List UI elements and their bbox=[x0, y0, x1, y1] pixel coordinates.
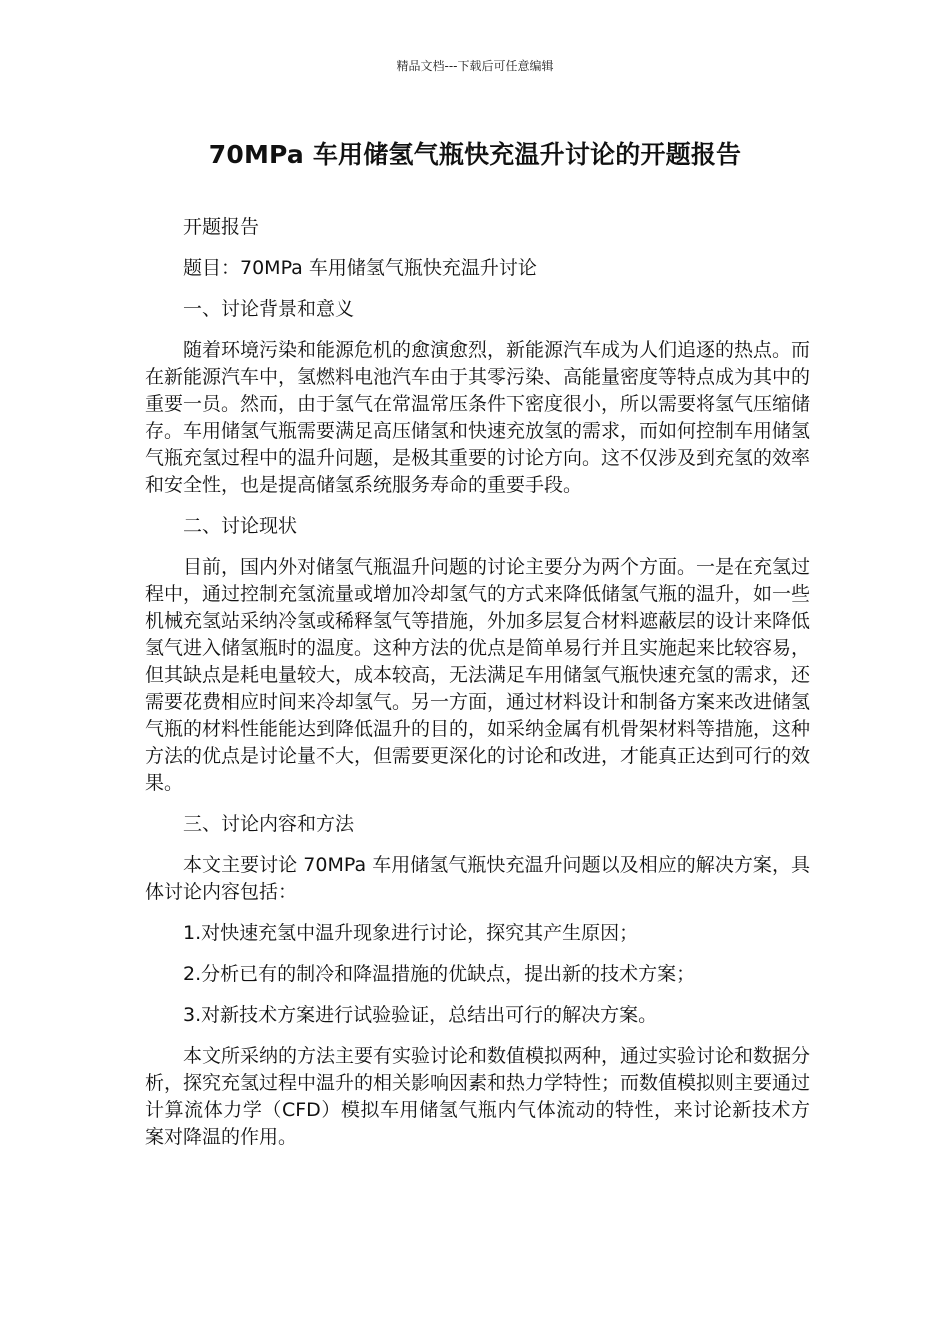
paragraph-status: 目前，国内外对储氢气瓶温升问题的讨论主要分为两个方面。一是在充氢过程中，通过控制充氢流量或增加冷却氢气的方式来降低储氢气瓶的温升，如一些机械充氢站采纳冷氢或稀释氢气等措施，外加多层复合材料遮蔽层的设计来降低氢气进入储氢瓶时的温度。这种方法的优点是简单易行并且实施起来比较容易，但其缺点是耗电量较大，成本较高，无法满足车用储氢气瓶快速充氢的需求，还需要花费相应时间来冷却氢气。另一方面，通过材料设计和制备方案来改进储氢气瓶的材料性能能达到降低温升的目的，如采纳金属有机骨架材料等措施，这种方法的优点是讨论量不大，但需要更深化的讨论和改进，才能真正达到可行的效果。 bbox=[145, 556, 811, 794]
paragraph-methods: 本文所采纳的方法主要有实验讨论和数值模拟两种，通过实验讨论和数据分析，探究充氢过程中温升的相关影响因素和热力学特性；而数值模拟则主要通过计算流体力学（CFD）模拟车用储氢气瓶内气体流动的特性，来讨论新技术方案对降温的作用。 bbox=[145, 1045, 811, 1148]
paragraph-content-intro: 本文主要讨论 70MPa 车用储氢气瓶快充温升问题以及相应的解决方案，具体讨论内容包括： bbox=[145, 854, 810, 903]
document-title: 70MPa 车用储氢气瓶快充温升讨论的开题报告 bbox=[208, 140, 742, 169]
list-item-1: 1.对快速充氢中温升现象进行讨论，探究其产生原因； bbox=[183, 922, 639, 944]
heading-proposal: 开题报告 bbox=[183, 216, 260, 238]
section-heading-background: 一、讨论背景和意义 bbox=[183, 298, 355, 320]
document-body bbox=[145, 214, 810, 1151]
section-heading-status: 二、讨论现状 bbox=[183, 515, 298, 537]
paragraph-background: 随着环境污染和能源危机的愈演愈烈，新能源汽车成为人们追逐的热点。而在新能源汽车中，氢燃料电池汽车由于其零污染、高能量密度等特点成为其中的重要一员。然而，由于氢气在常温常压条件下密度很小，所以需要将氢气压缩储存。车用储氢气瓶需要满足高压储氢和快速充放氢的需求，而如何控制车用储氢气瓶充氢过程中的温升问题，是极其重要的讨论方向。这不仅涉及到充氢的效率和安全性，也是提高储氢系统服务寿命的重要手段。 bbox=[145, 339, 811, 496]
page-header: 精品文档---下载后可任意编辑 bbox=[396, 59, 554, 73]
list-item-2: 2.分析已有的制冷和降温措施的优缺点，提出新的技术方案； bbox=[183, 963, 696, 985]
section-heading-methods: 三、讨论内容和方法 bbox=[183, 813, 355, 835]
topic-line: 题目：70MPa 车用储氢气瓶快充温升讨论 bbox=[183, 257, 537, 279]
list-item-3: 3.对新技术方案进行试验验证，总结出可行的解决方案。 bbox=[183, 1004, 658, 1026]
